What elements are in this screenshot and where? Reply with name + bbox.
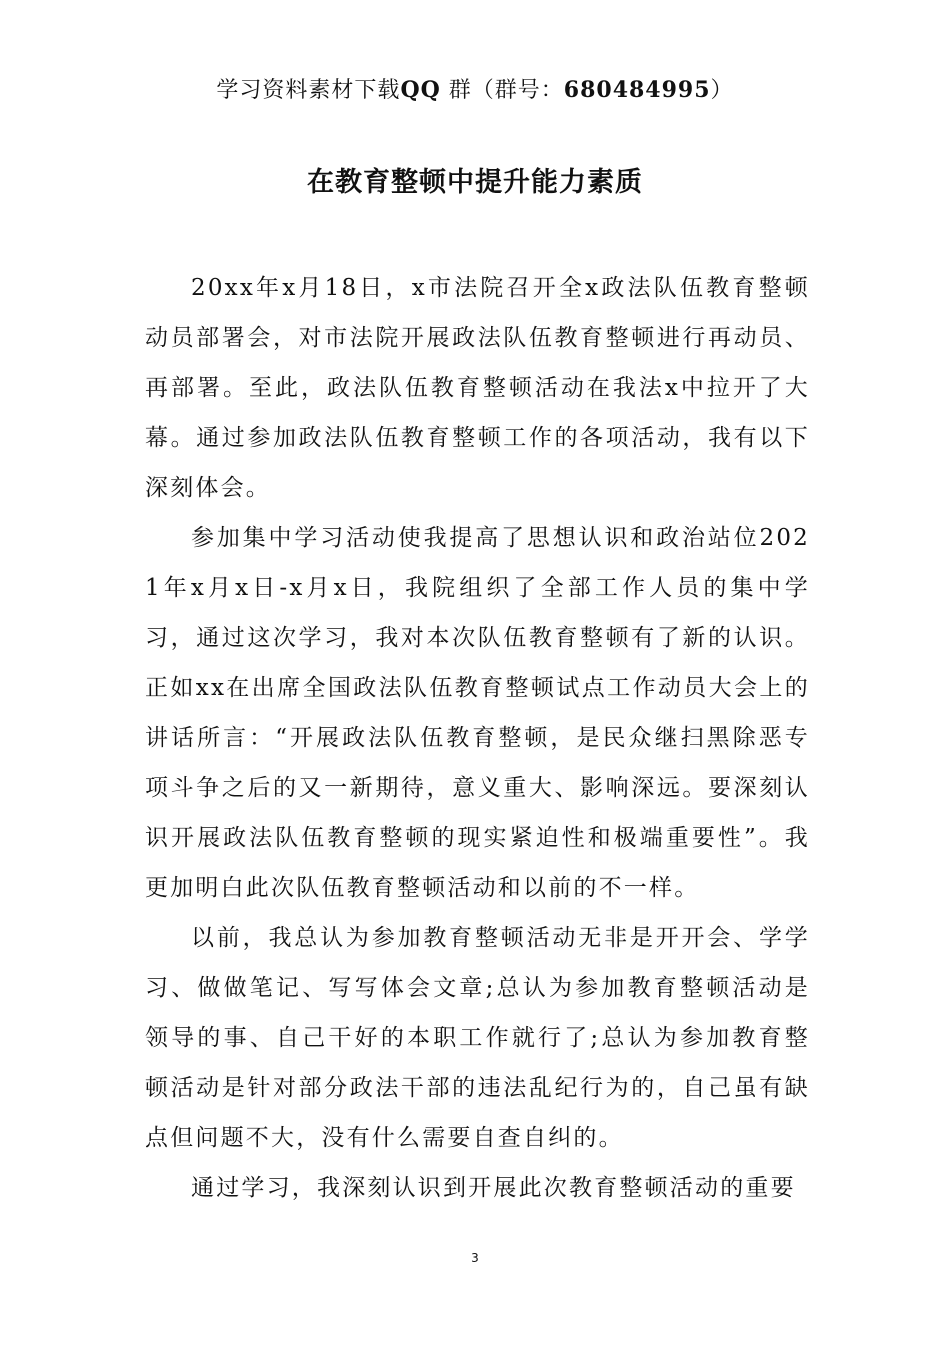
header-group-number: 680484995 [563,77,711,103]
paragraph-2: 参加集中学习活动使我提高了思想认识和政治站位2021年x月x日-x月x日，我院组织了全部工作人员的集中学习，通过这次学习，我对本次队伍教育整顿有了新的认识。正如xx在出席全国政法队伍教育整顿试点工作动员大会上的讲话所言：“开展政法队伍教育整顿，是民众继扫黑除恶专项斗争之后的又一新期待，意义重大、影响深远。要深刻认识开展政法队伍教育整顿的现实紧迫性和极端重要性”。我更加明白此次队伍教育整顿活动和以前的不一样。 [145,525,810,901]
paragraph-1: 20xx年x月18日，x市法院召开全x政法队伍教育整顿动员部署会，对市法院开展政法队伍教育整顿进行再动员、再部署。至此，政法队伍教育整顿活动在我法x中拉开了大幕。通过参加政法队伍教育整顿工作的各项活动，我有以下深刻体会。 [145,275,810,501]
page-header [0,74,950,107]
document-body [145,263,810,1213]
header-group-open: 群（群号： [440,78,564,103]
document-title: 在教育整顿中提升能力素质 [307,167,643,198]
header-prefix: 学习资料素材下载 [216,78,401,103]
paragraph-4: 通过学习，我深刻认识到开展此次教育整顿活动的重要 [191,1175,796,1201]
paragraph-3: 以前，我总认为参加教育整顿活动无非是开开会、学学习、做做笔记、写写体会文章;总认为参加教育整顿活动是领导的事、自己干好的本职工作就行了;总认为参加教育整顿活动是针对部分政法干部的违法乱纪行为的，自己虽有缺点但问题不大，没有什么需要自查自纠的。 [145,925,810,1151]
page-number: 3 [471,1251,479,1265]
header-qq: QQ [400,77,441,103]
header-group-close: ） [710,78,734,103]
